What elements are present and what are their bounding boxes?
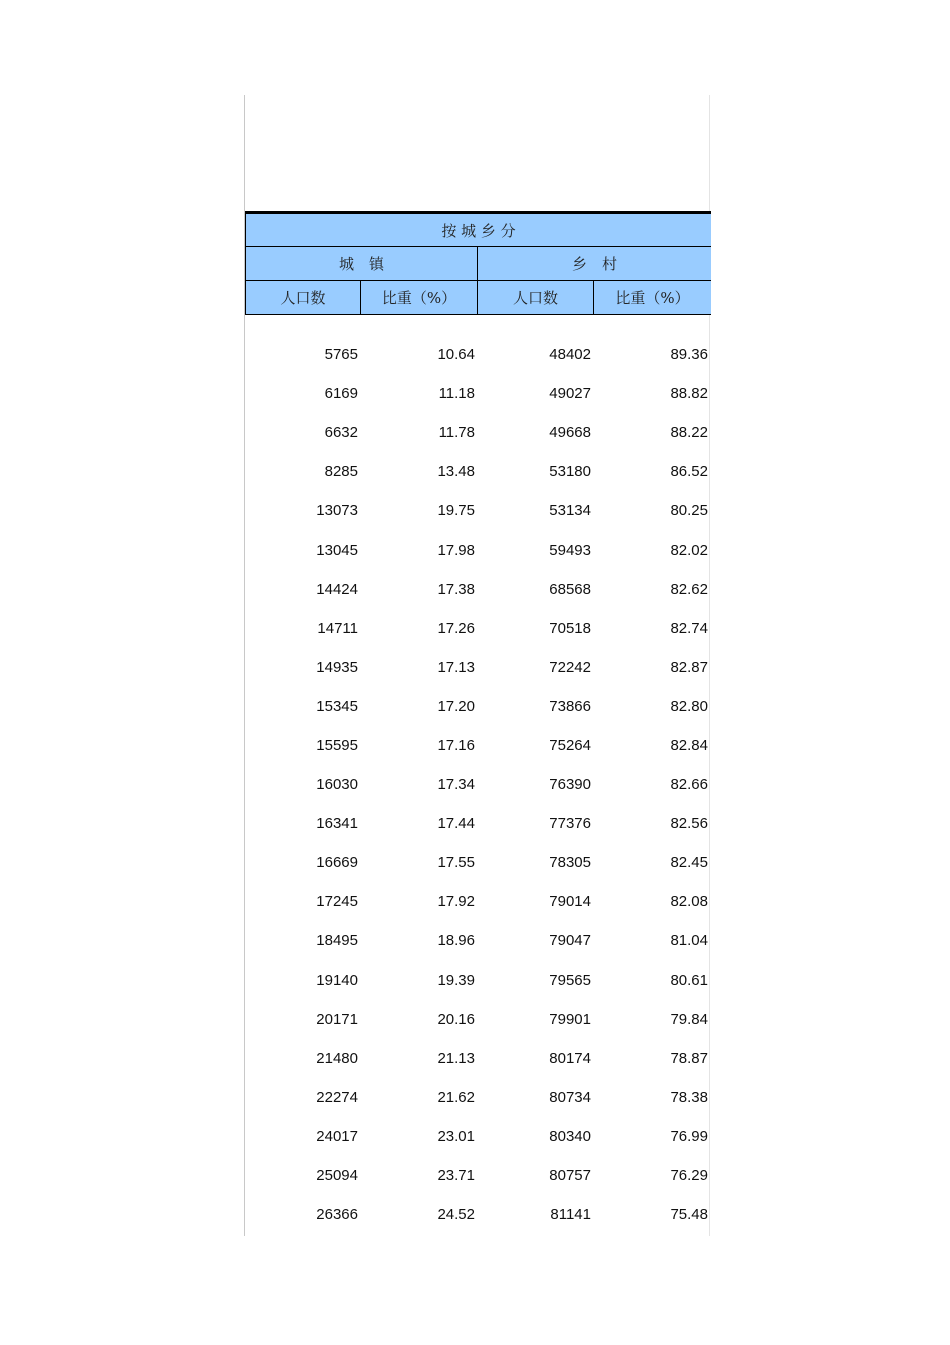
cell-urban-share: 17.20 [437, 697, 475, 715]
cell-urban-population: 16669 [316, 854, 358, 872]
cell-rural-share: 81.04 [670, 932, 708, 950]
cell-rural-population: 76390 [549, 776, 591, 794]
cell-rural-population: 49027 [549, 385, 591, 403]
cell-urban-share: 17.13 [437, 658, 475, 676]
cell-rural-share: 82.02 [670, 541, 708, 559]
cell-rural-share: 82.66 [670, 776, 708, 794]
table-row [245, 765, 711, 804]
cell-rural-population: 75264 [549, 736, 591, 754]
table-row [245, 921, 711, 960]
cell-urban-share: 24.52 [437, 1206, 475, 1224]
cell-rural-share: 78.38 [670, 1088, 708, 1106]
cell-rural-share: 76.29 [670, 1167, 708, 1185]
cell-urban-population: 16030 [316, 776, 358, 794]
table-row [245, 726, 711, 765]
cell-urban-share: 23.71 [437, 1167, 475, 1185]
cell-urban-population: 14711 [317, 619, 358, 637]
table-row [245, 413, 711, 452]
table-row [245, 843, 711, 882]
cell-urban-population: 17245 [316, 893, 358, 911]
cell-urban-population: 24017 [316, 1127, 358, 1145]
cell-rural-share: 89.36 [670, 346, 708, 364]
cell-urban-share: 19.75 [437, 502, 475, 520]
cell-urban-share: 11.18 [438, 385, 475, 403]
cell-rural-share: 82.80 [670, 697, 708, 715]
cell-rural-share: 80.61 [670, 971, 708, 989]
table-row [245, 1117, 711, 1156]
cell-urban-population: 13073 [316, 502, 358, 520]
table-row [245, 570, 711, 609]
cell-urban-population: 21480 [316, 1049, 358, 1067]
cell-rural-population: 81141 [550, 1206, 591, 1224]
cell-urban-share: 18.96 [437, 932, 475, 950]
table-row [245, 452, 711, 491]
cell-urban-population: 14935 [316, 658, 358, 676]
cell-rural-population: 79014 [549, 893, 591, 911]
cell-urban-population: 26366 [316, 1206, 358, 1224]
table-row [245, 530, 711, 569]
table-row [245, 609, 711, 648]
cell-urban-population: 5765 [324, 346, 358, 364]
table-row [245, 1000, 711, 1039]
table-row [245, 648, 711, 687]
cell-rural-share: 82.84 [670, 736, 708, 754]
cell-rural-share: 82.45 [670, 854, 708, 872]
cell-rural-share: 82.08 [670, 893, 708, 911]
cell-rural-population: 80734 [549, 1088, 591, 1106]
table-row [245, 374, 711, 413]
cell-urban-share: 17.38 [437, 580, 475, 598]
cell-rural-share: 76.99 [670, 1127, 708, 1145]
column-header-rural-population: 人口数 [478, 281, 594, 314]
table-row [245, 687, 711, 726]
table-row [245, 882, 711, 921]
cell-urban-population: 25094 [316, 1167, 358, 1185]
cell-rural-population: 53134 [549, 502, 591, 520]
column-header-urban-share: 比重（%） [361, 281, 478, 314]
cell-urban-population: 20171 [316, 1010, 358, 1028]
spreadsheet-page [244, 95, 710, 1236]
group-header-urban-rural: 按 城 乡 分 [245, 214, 711, 246]
cell-rural-population: 80174 [549, 1049, 591, 1067]
table-row [245, 1156, 711, 1195]
column-header-row [245, 281, 711, 315]
cell-urban-share: 13.48 [437, 463, 475, 481]
table-row [245, 491, 711, 530]
table-body [245, 335, 711, 1234]
cell-urban-share: 17.34 [437, 776, 475, 794]
column-header-rural-share: 比重（%） [615, 289, 690, 307]
table-row [245, 335, 711, 374]
cell-urban-share: 11.78 [438, 424, 475, 442]
cell-rural-population: 73866 [549, 697, 591, 715]
cell-rural-population: 72242 [549, 658, 591, 676]
cell-rural-share: 82.74 [670, 619, 708, 637]
cell-urban-share: 17.44 [437, 815, 475, 833]
cell-rural-share: 88.82 [670, 385, 708, 403]
table-header [245, 211, 711, 315]
cell-rural-share: 79.84 [670, 1010, 708, 1028]
cell-urban-population: 15595 [316, 736, 358, 754]
table-row [245, 1039, 711, 1078]
cell-rural-population: 53180 [549, 463, 591, 481]
cell-urban-share: 17.98 [437, 541, 475, 559]
cell-urban-population: 16341 [316, 815, 358, 833]
cell-urban-population: 22274 [316, 1088, 358, 1106]
table-row [245, 1078, 711, 1117]
cell-urban-share: 20.16 [437, 1010, 475, 1028]
cell-urban-population: 15345 [316, 697, 358, 715]
cell-rural-share: 88.22 [670, 424, 708, 442]
cell-rural-share: 78.87 [670, 1049, 708, 1067]
table-row [245, 961, 711, 1000]
cell-rural-population: 68568 [549, 580, 591, 598]
sub-header-rural: 乡 村 [571, 255, 617, 273]
cell-urban-population: 13045 [316, 541, 358, 559]
cell-rural-share: 75.48 [670, 1206, 708, 1224]
cell-rural-share: 80.25 [670, 502, 708, 520]
cell-rural-population: 77376 [549, 815, 591, 833]
sub-header-row [245, 247, 711, 281]
cell-rural-population: 78305 [549, 854, 591, 872]
cell-rural-share: 86.52 [670, 463, 708, 481]
table-row [245, 1195, 711, 1234]
cell-rural-population: 79565 [549, 971, 591, 989]
cell-urban-share: 23.01 [437, 1127, 475, 1145]
cell-urban-share: 17.26 [437, 619, 475, 637]
cell-urban-share: 19.39 [437, 971, 475, 989]
column-header-urban-population: 人口数 [245, 281, 361, 314]
cell-urban-share: 17.16 [437, 736, 475, 754]
cell-rural-share: 82.62 [670, 580, 708, 598]
cell-urban-share: 21.13 [437, 1049, 475, 1067]
cell-urban-population: 18495 [316, 932, 358, 950]
cell-rural-population: 49668 [549, 424, 591, 442]
cell-rural-population: 48402 [549, 346, 591, 364]
cell-urban-population: 6169 [324, 385, 358, 403]
cell-urban-population: 6632 [324, 424, 358, 442]
cell-urban-share: 17.92 [437, 893, 475, 911]
cell-urban-share: 21.62 [437, 1088, 475, 1106]
cell-urban-population: 14424 [316, 580, 358, 598]
cell-rural-population: 70518 [549, 619, 591, 637]
table-row [245, 804, 711, 843]
cell-urban-population: 8285 [324, 463, 358, 481]
cell-rural-population: 80757 [549, 1167, 591, 1185]
group-header-row [245, 214, 711, 247]
cell-urban-population: 19140 [316, 971, 358, 989]
cell-urban-share: 17.55 [437, 854, 475, 872]
sub-header-urban: 城 镇 [245, 247, 478, 280]
cell-urban-share: 10.64 [437, 346, 475, 364]
cell-rural-share: 82.87 [670, 658, 708, 676]
cell-rural-population: 79047 [549, 932, 591, 950]
cell-rural-population: 80340 [549, 1127, 591, 1145]
cell-rural-population: 79901 [549, 1010, 591, 1028]
cell-rural-share: 82.56 [670, 815, 708, 833]
cell-rural-population: 59493 [549, 541, 591, 559]
